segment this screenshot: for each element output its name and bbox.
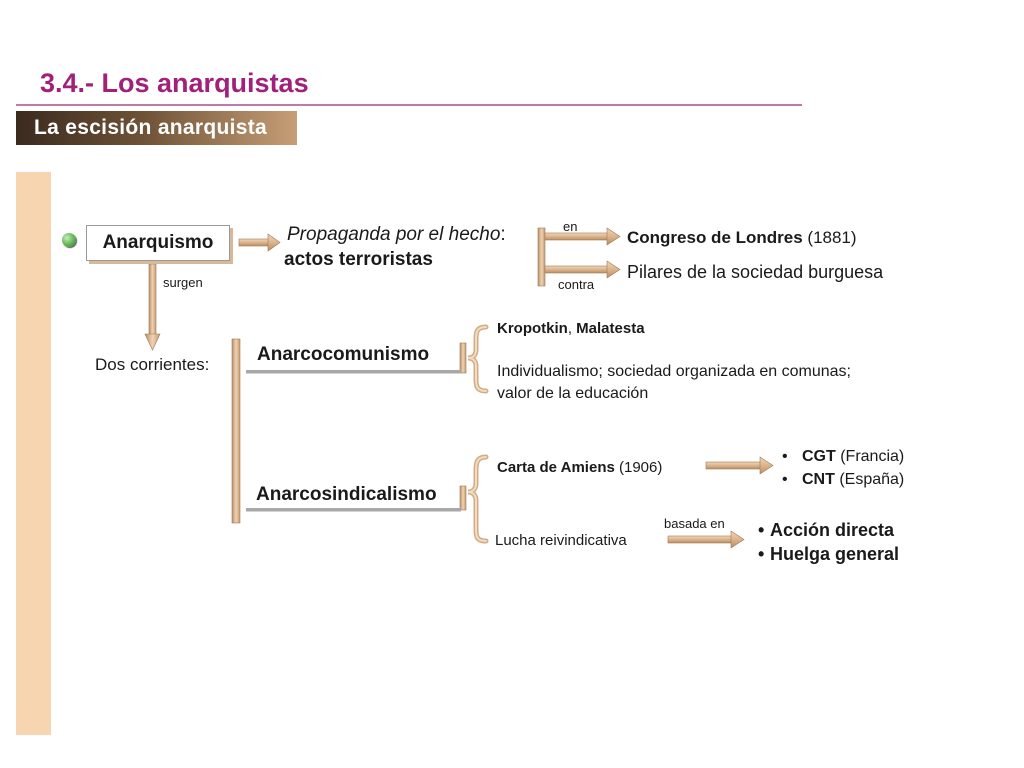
label-en: en [563, 219, 578, 234]
node-congreso [627, 228, 857, 248]
section-subtitle: La escisión anarquista [16, 111, 297, 145]
page-title: 3.4.- Los anarquistas [40, 68, 309, 98]
node-anarquismo: Anarquismo [86, 225, 230, 261]
label-contra: contra [558, 277, 595, 292]
cgt-country: (Francia) [835, 448, 905, 465]
arrow-en [545, 228, 620, 245]
node-kropotkin-malatesta [497, 320, 645, 337]
node-anarcosindicalismo: Anarcosindicalismo [256, 484, 437, 505]
congreso-name: Congreso de Londres [627, 228, 803, 247]
bar-anarcosindicalismo [460, 486, 466, 510]
list-item-huelga-general: • Huelga general [758, 542, 899, 566]
cnt-name: CNT [802, 471, 835, 488]
arrow-carta-amiens [706, 457, 773, 474]
underline-anarcocomunismo [246, 370, 461, 373]
kropotkin: Kropotkin [497, 320, 568, 337]
kropotkin-sep: , [567, 320, 577, 337]
bracket-dos-corrientes [232, 339, 240, 523]
list-metodos [758, 518, 899, 566]
carta-name: Carta de Amiens [497, 459, 615, 476]
node-pilares: Pilares de la sociedad burguesa [627, 262, 884, 282]
bar-anarcocomunismo [460, 343, 466, 373]
node-carta-amiens [497, 459, 662, 476]
list-sindicatos [780, 445, 904, 491]
propaganda-value: actos terroristas [284, 249, 433, 270]
underline-anarcosindicalismo [246, 508, 461, 511]
arrow-anarquismo-propaganda [239, 234, 280, 251]
anarcocomunismo-desc-line1: Individualismo; sociedad organizada en comunas; [497, 363, 851, 380]
arrow-contra [545, 261, 620, 278]
arrow-surgen-down [145, 264, 160, 350]
list-item-cnt [780, 468, 904, 491]
label-basada-en: basada en [664, 516, 725, 531]
node-propaganda [287, 224, 506, 246]
arrow-basada-en [668, 531, 744, 548]
cgt-name: CGT [802, 448, 836, 465]
cnt-country: (España) [834, 471, 905, 488]
congreso-year: (1881) [802, 228, 857, 247]
propaganda-colon: : [500, 224, 506, 245]
node-anarcocomunismo: Anarcocomunismo [257, 344, 430, 365]
malatesta: Malatesta [576, 320, 645, 337]
green-bullet-icon [62, 233, 76, 247]
list-item-cgt [780, 445, 904, 468]
anarcocomunismo-desc-line2: valor de la educación [497, 385, 649, 402]
list-item-accion-directa: • Acción directa [758, 518, 899, 542]
label-dos-corrientes: Dos corrientes: [95, 355, 210, 374]
propaganda-label: Propaganda por el hecho [287, 224, 501, 245]
label-surgen: surgen [163, 275, 203, 290]
bracket-propaganda [538, 228, 545, 286]
carta-year: (1906) [614, 459, 663, 476]
node-lucha-reivindicativa: Lucha reivindicativa [495, 532, 627, 549]
